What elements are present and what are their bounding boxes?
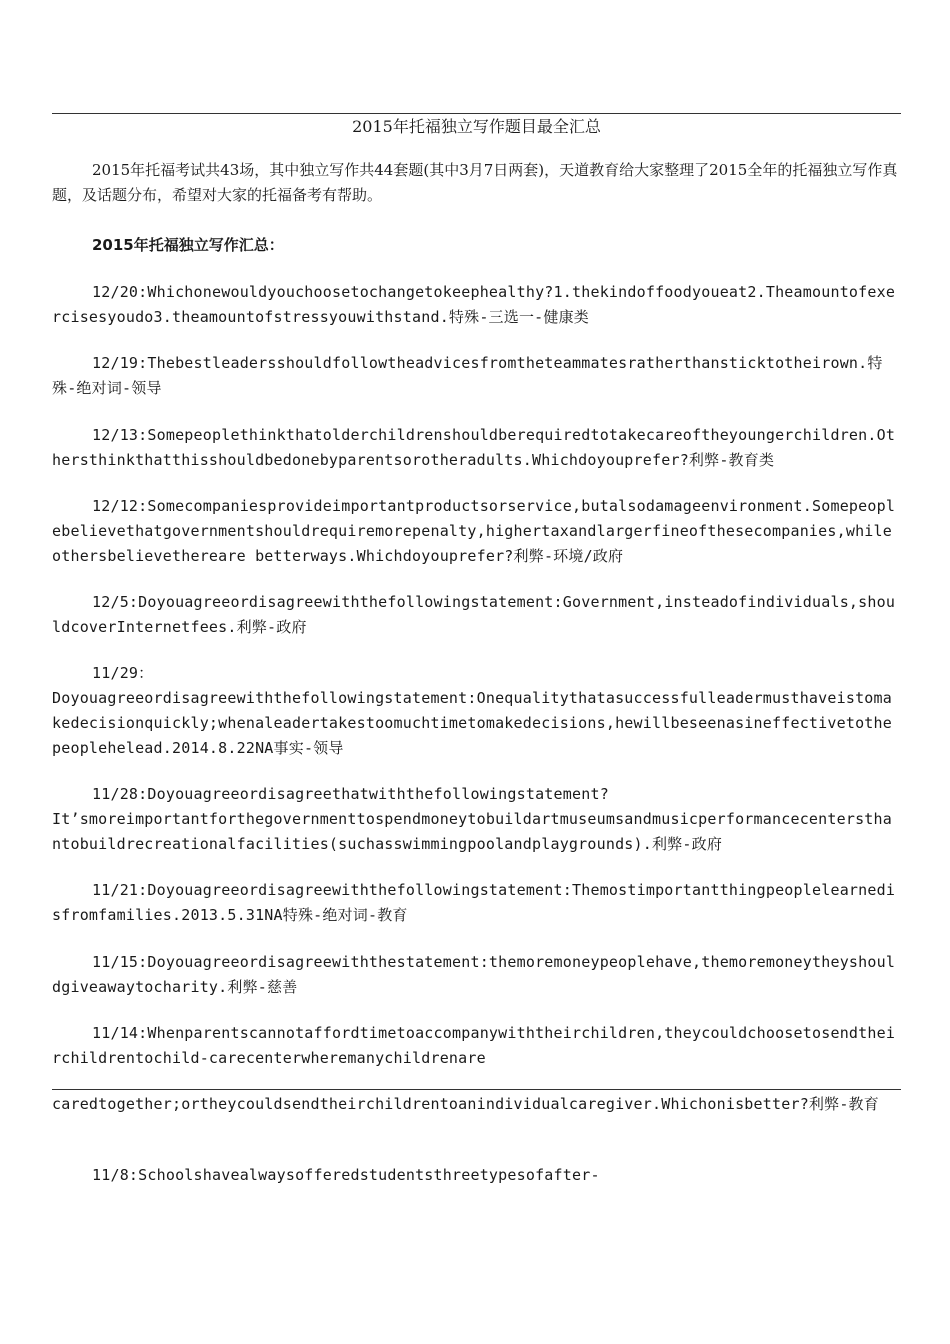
section-heading: 2015年托福独立写作汇总：: [92, 236, 284, 254]
entry-1121: 11/21:Doyouagreeordisagreewiththefollowingstatement:Themostimportantthingpeoplelearnedisfromfamilies.2013.5.31NA特殊-绝对词-教育: [52, 881, 896, 924]
entry-1128-body: It’smoreimportantforthegovernmenttospendmoneytobuildartmuseumsandmusicperformancecentersthantobuildrecreationalfacilities(suchasswimmingpoolandplaygrounds).利弊-政府: [52, 810, 892, 853]
entry-1219: 12/19:Thebestleadersshouldfollowtheadvicesfromtheteammatesratherthansticktotheirown.特殊-绝对词-领导: [52, 354, 883, 397]
entry-1129-date: 11/29：: [92, 664, 154, 682]
entry-1212: 12/12:Somecompaniesprovideimportantproductsorservice,butalsodamageenvironment.Somepeoplebelievethatgovernmentshouldrequiremorepenalty,highertaxandlargerfineofthesecompanies,whileothersbelievethereare betterways.Whichdoyouprefer?利弊-环境/政府: [52, 497, 896, 565]
intro-paragraph: 2015年托福考试共43场，其中独立写作共44套题(其中3月7日两套)，天道教育给大家整理了2015全年的托福独立写作真题，及话题分布，希望对大家的托福备考有帮助。: [52, 161, 898, 204]
entry-1114: 11/14:Whenparentscannotaffordtimetoaccompanywiththeirchildren,theycouldchoosetosendtheirchildrentochild-carecenterwheremanychildrenare: [52, 1024, 896, 1067]
entry-1129-body: Doyouagreeordisagreewiththefollowingstatement:Onequalitythatasuccessfulleadermusthaveistomakedecisionquickly;whenaleadertakestoomuchtimetomakedecisions,hewillbeseenasineffectivetothepeoplehelead.2014.8.22NA事实-领导: [52, 689, 892, 757]
top-rule: [52, 113, 901, 114]
entry-125: 12/5:Doyouagreeordisagreewiththefollowingstatement:Government,insteadofindividuals,shouldcoverInternetfees.利弊-政府: [52, 593, 896, 636]
entry-118: 11/8:Schoolshavealwaysofferedstudentsthreetypesofafter-: [92, 1166, 600, 1184]
page-title: 2015年托福独立写作题目最全汇总: [352, 117, 601, 136]
entry-1115: 11/15:Doyouagreeordisagreewiththestatement:themoremoneypeoplehave,themoremoneytheyshouldgiveawaytocharity.利弊-慈善: [52, 953, 896, 996]
entry-1213: 12/13:Somepeoplethinkthatolderchildrenshouldberequiredtotakecareoftheyoungerchildren.Othersthinkthatthisshouldbedonebyparentsorotheradults.Whichdoyouprefer?利弊-教育类: [52, 426, 896, 469]
entry-1128-question: 11/28:Doyouagreeordisagreethatwiththefollowingstatement?: [92, 785, 609, 803]
entry-1114-continued: caredtogether;ortheycouldsendtheirchildrentoanindividualcaregiver.Whichonisbetter?利弊-教育: [52, 1095, 879, 1113]
entry-1220: 12/20:Whichonewouldyouchoosetochangetokeephealthy?1.thekindoffoodyoueat2.Theamountofexercisesyoudo3.theamountofstressyouwithstand.特殊-三选一-健康类: [52, 283, 896, 326]
page-break-rule: [52, 1089, 901, 1090]
